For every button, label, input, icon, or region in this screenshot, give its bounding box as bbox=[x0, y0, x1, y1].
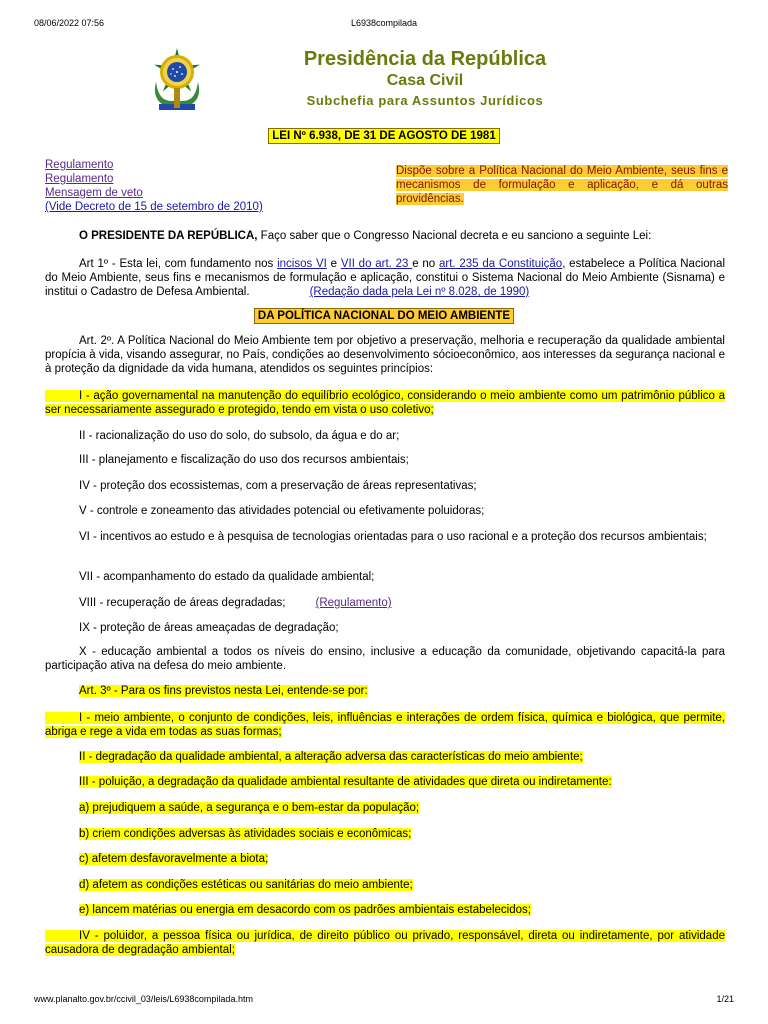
art2-i-text: I - ação governamental na manutenção do equilíbrio ecológico, considerando o meio ambiente como um patrimônio público a ser necessariamente assegurado e protegido, tendo em vista o uso coletivo; bbox=[45, 390, 725, 416]
art2-iv-text: IV - proteção dos ecossistemas, com a preservação de áreas representativas; bbox=[79, 480, 477, 492]
regulamento-link-1[interactable]: Regulamento bbox=[45, 159, 114, 171]
art2-ix-text: IX - proteção de áreas ameaçadas de degradação; bbox=[79, 622, 339, 634]
art-3-inciso-ii bbox=[45, 750, 725, 764]
art-2-inciso-v bbox=[45, 504, 725, 518]
preamble-bold: O PRESIDENTE DA REPÚBLICA, bbox=[79, 230, 258, 242]
art-2-inciso-ix bbox=[45, 621, 725, 635]
print-page-number: 1/21 bbox=[716, 994, 734, 1004]
art3-iv-text: IV - poluidor, a pessoa física ou jurídica, de direito público ou privado, responsável, direta ou indiretamente, por atividade causadora de degradação ambiental; bbox=[45, 930, 725, 956]
print-url: www.planalto.gov.br/ccivil_03/leis/L6938compilada.htm bbox=[34, 994, 253, 1004]
art3-caput-text: Art. 3º - Para os fins previstos nesta Lei, entende-se por: bbox=[79, 685, 368, 697]
vii-art23-link[interactable]: VII do art. 23 bbox=[340, 258, 413, 270]
print-title: L6938compilada bbox=[350, 18, 418, 28]
regulamento-link-viii[interactable]: (Regulamento) bbox=[315, 597, 392, 609]
art-2-inciso-vii bbox=[45, 570, 725, 584]
art-2-inciso-iv bbox=[45, 479, 725, 493]
art-2-inciso-iii bbox=[45, 453, 725, 467]
mensagem-veto-link[interactable]: Mensagem de veto bbox=[45, 187, 143, 199]
art3-e-text: e) lancem matérias ou energia em desacordo com os padrões ambientais estabelecidos; bbox=[79, 904, 531, 916]
art2-v-text: V - controle e zoneamento das atividades potencial ou efetivamente poluidoras; bbox=[79, 505, 485, 517]
art-2-inciso-x bbox=[45, 645, 725, 673]
ementa-text: Dispõe sobre a Política Nacional do Meio Ambiente, seus fins e mecanismos de formulação e aplicação, e dá outras providências. bbox=[396, 165, 728, 205]
art1-text-c: e no bbox=[412, 258, 439, 270]
related-links bbox=[45, 158, 315, 214]
art3-iii-text: III - poluição, a degradação da qualidade ambiental resultante de atividades que direta ou indiretamente: bbox=[79, 776, 612, 788]
section-title-text: DA POLÍTICA NACIONAL DO MEIO AMBIENTE bbox=[254, 308, 514, 324]
art-2-inciso-i bbox=[45, 389, 725, 417]
brazil-coat-of-arms-icon bbox=[150, 42, 204, 116]
art3-d-text: d) afetem as condições estéticas ou sanitárias do meio ambiente; bbox=[79, 879, 413, 891]
art3-c-text: c) afetem desfavoravelmente a biota; bbox=[79, 853, 269, 865]
art2-viii-text: VIII - recuperação de áreas degradadas; bbox=[79, 597, 286, 609]
incisos-vi-link[interactable]: incisos VI bbox=[277, 258, 327, 270]
art1-text-d: , estabelece a Política Nacional do Meio Ambiente, seus fins e mecanismos de formulação e aplicação, constitui o Sistema Nacional do Meio Ambiente (Sisnama) e institui o Cadastro de Defesa Ambiental. bbox=[45, 258, 725, 298]
art235-link[interactable]: art. 235 da Constituição bbox=[438, 258, 563, 270]
art2-iii-text: III - planejamento e fiscalização do uso dos recursos ambientais; bbox=[79, 454, 409, 466]
art-3-alinea-a bbox=[45, 801, 725, 815]
law-title-text: LEI Nº 6.938, DE 31 DE AGOSTO DE 1981 bbox=[268, 128, 499, 144]
art2-caput-text: Art. 2º. A Política Nacional do Meio Ambiente tem por objetivo a preservação, melhoria e recuperação da qualidade ambiental propícia à vida, visando assegurar, no País, condições ao desenvolvimento sócioeconômico, aos interesses da segurança nacional e à proteção da dignidade da vida humana, atendidos os seguintes princípios: bbox=[45, 335, 725, 375]
redacao-lei-8028-link[interactable]: (Redação dada pela Lei nº 8.028, de 1990) bbox=[309, 286, 530, 298]
vide-decreto-link[interactable]: (Vide Decreto de 15 de setembro de 2010) bbox=[45, 201, 263, 213]
print-footer bbox=[34, 994, 734, 1008]
presidency-title: Presidência da República bbox=[303, 48, 547, 70]
office-title: Casa Civil bbox=[386, 72, 464, 89]
art3-i-text: I - meio ambiente, o conjunto de condições, leis, influências e interações de ordem física, química e biológica, que permite, abriga e rege a vida em todas as suas formas; bbox=[45, 712, 725, 738]
art-3-inciso-iv bbox=[45, 929, 725, 957]
subunit-title: Subchefia para Assuntos Jurídicos bbox=[306, 93, 544, 108]
preamble-text: Faço saber que o Congresso Nacional decreta e eu sanciono a seguinte Lei: bbox=[257, 230, 652, 242]
art-3-alinea-c bbox=[45, 852, 725, 866]
art-2-inciso-ii bbox=[45, 429, 725, 443]
art-3-inciso-iii bbox=[45, 775, 725, 789]
art-1 bbox=[45, 257, 725, 299]
art-2-caput bbox=[45, 334, 725, 376]
print-header bbox=[34, 18, 734, 32]
art3-b-text: b) criem condições adversas às atividades sociais e econômicas; bbox=[79, 828, 412, 840]
art-3-alinea-b bbox=[45, 827, 725, 841]
art2-vi-text: VI - incentivos ao estudo e à pesquisa de tecnologias orientadas para o uso racional e a proteção dos recursos ambientais; bbox=[79, 531, 707, 543]
law-title bbox=[0, 130, 768, 142]
art2-vii-text: VII - acompanhamento do estado da qualidade ambiental; bbox=[79, 571, 375, 583]
print-date: 08/06/2022 07:56 bbox=[34, 18, 105, 28]
art3-a-text: a) prejudiquem a saúde, a segurança e o bem-estar da população; bbox=[79, 802, 420, 814]
art-3-caput bbox=[45, 684, 725, 698]
section-title bbox=[0, 310, 768, 322]
art-3-alinea-d bbox=[45, 878, 725, 892]
art2-x-text: X - educação ambiental a todos os níveis do ensino, inclusive a educação da comunidade, objetivando capacitá-la para participação ativa na defesa do meio ambiente. bbox=[45, 646, 725, 672]
art1-text-a: Art 1º - Esta lei, com fundamento nos bbox=[79, 258, 278, 270]
art-3-inciso-i bbox=[45, 711, 725, 739]
art3-ii-text: II - degradação da qualidade ambiental, a alteração adversa das características do meio ambiente; bbox=[79, 751, 583, 763]
preamble bbox=[45, 229, 725, 243]
art-2-inciso-vi bbox=[45, 530, 725, 544]
art-3-alinea-e bbox=[45, 903, 725, 917]
art2-ii-text: II - racionalização do uso do solo, do subsolo, da água e do ar; bbox=[79, 430, 400, 442]
art-2-inciso-viii bbox=[45, 596, 725, 610]
art1-text-b: e bbox=[326, 258, 341, 270]
regulamento-link-2[interactable]: Regulamento bbox=[45, 173, 114, 185]
ementa bbox=[396, 164, 728, 206]
